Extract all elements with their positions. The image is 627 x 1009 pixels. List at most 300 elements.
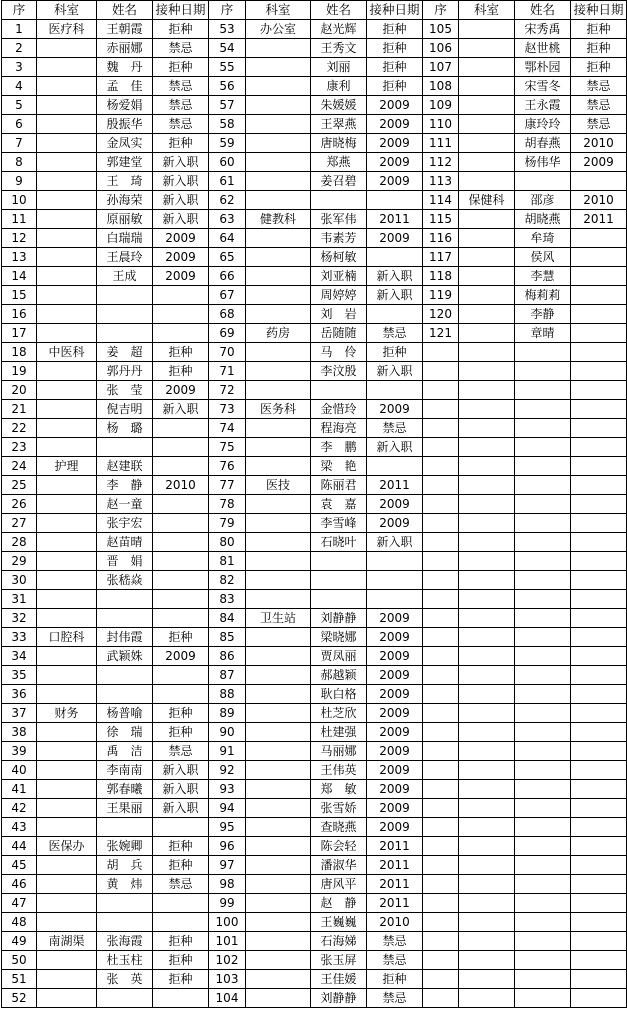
name-cell: 石海娣 <box>311 932 367 951</box>
name-cell: 白瑞瑞 <box>97 229 153 248</box>
seq-cell: 7 <box>2 134 37 153</box>
vaccination-date-cell <box>571 609 627 628</box>
seq-cell <box>423 723 459 742</box>
dept-cell <box>459 818 515 837</box>
name-cell <box>515 381 571 400</box>
column-header: 科室 <box>459 1 515 20</box>
name-cell: 赵 静 <box>311 894 367 913</box>
dept-cell <box>246 799 311 818</box>
dept-cell <box>246 533 311 552</box>
dept-cell <box>459 780 515 799</box>
dept-cell <box>246 267 311 286</box>
vaccination-date-cell <box>367 552 423 571</box>
name-cell: 赵光辉 <box>311 20 367 39</box>
dept-cell <box>37 970 97 989</box>
name-cell: 王佳媛 <box>311 970 367 989</box>
seq-cell <box>423 362 459 381</box>
seq-cell: 19 <box>2 362 37 381</box>
name-cell: 马丽娜 <box>311 742 367 761</box>
seq-cell: 47 <box>2 894 37 913</box>
name-cell: 张军伟 <box>311 210 367 229</box>
dept-cell <box>459 58 515 77</box>
vaccination-date-cell <box>571 647 627 666</box>
seq-cell: 8 <box>2 153 37 172</box>
vaccination-date-cell: 拒种 <box>367 39 423 58</box>
column-header: 接种日期 <box>153 1 209 20</box>
name-cell <box>515 476 571 495</box>
name-cell <box>97 286 153 305</box>
dept-cell <box>37 666 97 685</box>
dept-cell <box>37 799 97 818</box>
name-cell: 李 静 <box>97 476 153 495</box>
vaccination-date-cell: 禁忌 <box>367 989 423 1008</box>
seq-cell: 116 <box>423 229 459 248</box>
vaccination-date-cell: 2009 <box>367 818 423 837</box>
vaccination-date-cell <box>367 457 423 476</box>
vaccination-date-cell: 2009 <box>367 628 423 647</box>
dept-cell <box>459 115 515 134</box>
vaccination-date-cell <box>571 571 627 590</box>
vaccination-date-cell <box>571 438 627 457</box>
vaccination-date-cell <box>153 457 209 476</box>
name-cell <box>515 837 571 856</box>
vaccination-date-cell <box>571 970 627 989</box>
seq-cell: 26 <box>2 495 37 514</box>
vaccination-date-cell: 新入职 <box>367 267 423 286</box>
table-row <box>2 685 627 704</box>
vaccination-date-cell <box>571 666 627 685</box>
vaccination-date-cell: 禁忌 <box>153 96 209 115</box>
seq-cell <box>423 400 459 419</box>
name-cell: 殷振华 <box>97 115 153 134</box>
vaccination-date-cell <box>571 286 627 305</box>
dept-cell <box>246 343 311 362</box>
seq-cell: 108 <box>423 77 459 96</box>
seq-cell: 11 <box>2 210 37 229</box>
vaccination-date-cell: 2009 <box>153 229 209 248</box>
table-row <box>2 267 627 286</box>
dept-cell <box>459 229 515 248</box>
name-cell <box>515 951 571 970</box>
dept-cell <box>37 514 97 533</box>
name-cell <box>515 685 571 704</box>
table-row <box>2 856 627 875</box>
seq-cell: 119 <box>423 286 459 305</box>
seq-cell: 121 <box>423 324 459 343</box>
dept-cell <box>459 267 515 286</box>
seq-cell <box>423 685 459 704</box>
name-cell <box>311 571 367 590</box>
seq-cell <box>423 875 459 894</box>
vaccination-date-cell: 新入职 <box>153 210 209 229</box>
vaccination-date-cell: 2011 <box>571 210 627 229</box>
seq-cell: 69 <box>209 324 246 343</box>
name-cell <box>97 989 153 1008</box>
seq-cell: 24 <box>2 457 37 476</box>
seq-cell: 33 <box>2 628 37 647</box>
dept-cell <box>37 818 97 837</box>
dept-cell <box>246 229 311 248</box>
dept-cell <box>459 457 515 476</box>
seq-cell: 10 <box>2 191 37 210</box>
dept-cell <box>459 590 515 609</box>
vaccination-date-cell: 禁忌 <box>153 875 209 894</box>
table-row <box>2 970 627 989</box>
dept-cell <box>37 875 97 894</box>
vaccination-date-cell <box>571 742 627 761</box>
name-cell: 杨柯敏 <box>311 248 367 267</box>
dept-cell <box>37 96 97 115</box>
dept-cell <box>246 970 311 989</box>
table-row <box>2 495 627 514</box>
vaccination-date-cell: 2010 <box>571 134 627 153</box>
seq-cell <box>423 476 459 495</box>
dept-cell <box>459 552 515 571</box>
dept-cell <box>459 172 515 191</box>
vaccination-date-cell: 拒种 <box>571 39 627 58</box>
column-header: 接种日期 <box>571 1 627 20</box>
name-cell: 袁 嘉 <box>311 495 367 514</box>
dept-cell <box>459 799 515 818</box>
seq-cell <box>423 913 459 932</box>
vaccination-date-cell: 拒种 <box>153 951 209 970</box>
dept-cell <box>37 894 97 913</box>
dept-cell <box>37 495 97 514</box>
dept-cell <box>459 96 515 115</box>
dept-cell <box>459 609 515 628</box>
vaccination-date-cell: 2009 <box>367 666 423 685</box>
dept-cell: 医保办 <box>37 837 97 856</box>
vaccination-date-cell: 禁忌 <box>367 419 423 438</box>
vaccination-date-cell: 拒种 <box>153 343 209 362</box>
table-row <box>2 913 627 932</box>
vaccination-date-cell: 新入职 <box>153 153 209 172</box>
seq-cell: 87 <box>209 666 246 685</box>
vaccination-date-cell <box>571 400 627 419</box>
vaccination-date-cell: 2009 <box>367 685 423 704</box>
dept-cell <box>459 704 515 723</box>
dept-cell <box>246 191 311 210</box>
seq-cell: 88 <box>209 685 246 704</box>
table-row <box>2 989 627 1008</box>
name-cell: 查晓燕 <box>311 818 367 837</box>
vaccination-date-cell <box>571 590 627 609</box>
seq-cell: 9 <box>2 172 37 191</box>
name-cell: 李南南 <box>97 761 153 780</box>
seq-cell: 58 <box>209 115 246 134</box>
name-cell <box>515 362 571 381</box>
vaccination-date-cell <box>367 191 423 210</box>
name-cell: 郑 敏 <box>311 780 367 799</box>
dept-cell <box>459 419 515 438</box>
name-cell: 金凤实 <box>97 134 153 153</box>
seq-cell <box>423 837 459 856</box>
name-cell <box>97 324 153 343</box>
vaccination-date-cell: 2009 <box>367 761 423 780</box>
seq-cell <box>423 932 459 951</box>
seq-cell: 91 <box>209 742 246 761</box>
name-cell <box>515 970 571 989</box>
seq-cell: 85 <box>209 628 246 647</box>
vaccination-date-cell <box>153 989 209 1008</box>
seq-cell: 106 <box>423 39 459 58</box>
dept-cell <box>246 381 311 400</box>
name-cell: 张嵇焱 <box>97 571 153 590</box>
name-cell: 张 莹 <box>97 381 153 400</box>
table-row <box>2 951 627 970</box>
name-cell <box>515 704 571 723</box>
name-cell <box>97 894 153 913</box>
name-cell <box>97 438 153 457</box>
seq-cell: 20 <box>2 381 37 400</box>
table-row <box>2 571 627 590</box>
name-cell: 李慧 <box>515 267 571 286</box>
vaccination-date-cell: 2009 <box>153 267 209 286</box>
name-cell: 康玲玲 <box>515 115 571 134</box>
name-cell: 杜建强 <box>311 723 367 742</box>
dept-cell: 口腔科 <box>37 628 97 647</box>
dept-cell <box>37 742 97 761</box>
vaccination-date-cell <box>571 932 627 951</box>
seq-cell: 70 <box>209 343 246 362</box>
table-row <box>2 932 627 951</box>
seq-cell: 90 <box>209 723 246 742</box>
vaccination-date-cell: 新入职 <box>153 761 209 780</box>
vaccination-date-cell: 拒种 <box>153 20 209 39</box>
name-cell: 武颖姝 <box>97 647 153 666</box>
seq-cell <box>423 704 459 723</box>
name-cell <box>97 666 153 685</box>
dept-cell <box>37 609 97 628</box>
name-cell: 晋 娟 <box>97 552 153 571</box>
vaccination-date-cell: 2011 <box>367 856 423 875</box>
seq-cell <box>423 381 459 400</box>
name-cell: 赵苗晴 <box>97 533 153 552</box>
table-row <box>2 305 627 324</box>
vaccination-date-cell <box>153 552 209 571</box>
vaccination-date-cell <box>153 419 209 438</box>
vaccination-date-cell <box>571 362 627 381</box>
seq-cell <box>423 894 459 913</box>
seq-cell: 73 <box>209 400 246 419</box>
seq-cell: 31 <box>2 590 37 609</box>
dept-cell <box>37 286 97 305</box>
dept-cell <box>246 856 311 875</box>
vaccination-date-cell <box>367 305 423 324</box>
dept-cell <box>37 229 97 248</box>
name-cell <box>515 457 571 476</box>
dept-cell <box>37 780 97 799</box>
vaccination-date-cell: 禁忌 <box>571 96 627 115</box>
dept-cell <box>246 77 311 96</box>
seq-cell <box>423 951 459 970</box>
vaccination-date-cell <box>571 837 627 856</box>
name-cell: 侯风 <box>515 248 571 267</box>
vaccination-date-cell <box>153 818 209 837</box>
dept-cell <box>459 666 515 685</box>
seq-cell: 107 <box>423 58 459 77</box>
name-cell: 倪吉明 <box>97 400 153 419</box>
dept-cell <box>246 552 311 571</box>
name-cell: 马 伶 <box>311 343 367 362</box>
seq-cell: 109 <box>423 96 459 115</box>
seq-cell: 18 <box>2 343 37 362</box>
seq-cell: 95 <box>209 818 246 837</box>
name-cell: 赵世桃 <box>515 39 571 58</box>
seq-cell <box>423 666 459 685</box>
table-row <box>2 875 627 894</box>
dept-cell <box>246 514 311 533</box>
seq-cell: 60 <box>209 153 246 172</box>
name-cell: 胡 兵 <box>97 856 153 875</box>
dept-cell <box>459 324 515 343</box>
seq-cell: 82 <box>209 571 246 590</box>
vaccination-date-cell: 2009 <box>367 400 423 419</box>
table-row <box>2 723 627 742</box>
table-row <box>2 438 627 457</box>
dept-cell <box>37 571 97 590</box>
name-cell: 王永霞 <box>515 96 571 115</box>
dept-cell <box>37 533 97 552</box>
table-row <box>2 780 627 799</box>
name-cell: 梁晓娜 <box>311 628 367 647</box>
name-cell: 孙海荣 <box>97 191 153 210</box>
name-cell: 魏 丹 <box>97 58 153 77</box>
dept-cell <box>246 913 311 932</box>
seq-cell: 97 <box>209 856 246 875</box>
table-row <box>2 647 627 666</box>
vaccination-date-cell: 2009 <box>153 647 209 666</box>
dept-cell <box>37 267 97 286</box>
dept-cell <box>459 210 515 229</box>
vaccination-date-cell: 2009 <box>367 780 423 799</box>
name-cell <box>515 438 571 457</box>
vaccination-date-cell <box>153 913 209 932</box>
dept-cell: 中医科 <box>37 343 97 362</box>
seq-cell: 101 <box>209 932 246 951</box>
seq-cell: 71 <box>209 362 246 381</box>
vaccination-date-cell: 2009 <box>367 495 423 514</box>
seq-cell: 111 <box>423 134 459 153</box>
dept-cell <box>246 153 311 172</box>
table-row <box>2 704 627 723</box>
name-cell <box>97 818 153 837</box>
seq-cell: 23 <box>2 438 37 457</box>
dept-cell <box>459 476 515 495</box>
table-body <box>2 20 627 1008</box>
vaccination-date-cell: 2011 <box>367 476 423 495</box>
column-header: 序 <box>423 1 459 20</box>
dept-cell <box>37 324 97 343</box>
name-cell <box>515 780 571 799</box>
dept-cell <box>37 552 97 571</box>
name-cell: 李雪峰 <box>311 514 367 533</box>
vaccination-date-cell: 新入职 <box>153 172 209 191</box>
seq-cell <box>423 628 459 647</box>
vaccination-date-cell <box>571 723 627 742</box>
seq-cell: 6 <box>2 115 37 134</box>
seq-cell: 41 <box>2 780 37 799</box>
column-header: 姓名 <box>97 1 153 20</box>
vaccination-date-cell: 2011 <box>367 837 423 856</box>
vaccination-date-cell: 拒种 <box>153 58 209 77</box>
vaccination-date-cell: 2009 <box>367 134 423 153</box>
dept-cell <box>459 685 515 704</box>
table-row <box>2 191 627 210</box>
vaccination-date-cell: 新入职 <box>153 799 209 818</box>
vaccination-date-cell <box>571 552 627 571</box>
seq-cell <box>423 514 459 533</box>
seq-cell: 3 <box>2 58 37 77</box>
name-cell <box>311 590 367 609</box>
seq-cell: 75 <box>209 438 246 457</box>
dept-cell <box>246 723 311 742</box>
vaccination-date-cell: 2009 <box>367 514 423 533</box>
dept-cell <box>459 495 515 514</box>
dept-cell <box>246 685 311 704</box>
seq-cell: 72 <box>209 381 246 400</box>
dept-cell <box>37 989 97 1008</box>
seq-cell: 27 <box>2 514 37 533</box>
dept-cell <box>37 761 97 780</box>
dept-cell <box>246 818 311 837</box>
table-row <box>2 134 627 153</box>
dept-cell <box>459 571 515 590</box>
column-header: 序 <box>209 1 246 20</box>
vaccination-date-cell: 禁忌 <box>367 932 423 951</box>
name-cell <box>515 571 571 590</box>
vaccination-date-cell <box>571 704 627 723</box>
vaccination-date-cell: 禁忌 <box>367 951 423 970</box>
name-cell: 姜召碧 <box>311 172 367 191</box>
name-cell <box>515 419 571 438</box>
seq-cell <box>423 609 459 628</box>
vaccination-date-cell <box>571 761 627 780</box>
name-cell: 牟琦 <box>515 229 571 248</box>
seq-cell: 113 <box>423 172 459 191</box>
vaccination-date-cell: 拒种 <box>153 134 209 153</box>
seq-cell: 59 <box>209 134 246 153</box>
name-cell: 王成 <box>97 267 153 286</box>
seq-cell <box>423 799 459 818</box>
table-row <box>2 514 627 533</box>
dept-cell <box>37 438 97 457</box>
seq-cell: 1 <box>2 20 37 39</box>
name-cell: 陈丽君 <box>311 476 367 495</box>
dept-cell <box>459 989 515 1008</box>
dept-cell <box>459 932 515 951</box>
dept-cell <box>246 704 311 723</box>
dept-cell <box>37 362 97 381</box>
name-cell: 王 琦 <box>97 172 153 191</box>
seq-cell: 28 <box>2 533 37 552</box>
name-cell <box>515 400 571 419</box>
vaccination-date-cell: 2009 <box>367 172 423 191</box>
seq-cell: 38 <box>2 723 37 742</box>
vaccination-date-cell <box>153 666 209 685</box>
seq-cell <box>423 552 459 571</box>
seq-cell: 112 <box>423 153 459 172</box>
dept-cell <box>459 305 515 324</box>
name-cell <box>515 856 571 875</box>
table-row <box>2 229 627 248</box>
name-cell: 王晨玲 <box>97 248 153 267</box>
dept-cell <box>246 495 311 514</box>
dept-cell: 保健科 <box>459 191 515 210</box>
seq-cell: 66 <box>209 267 246 286</box>
dept-cell <box>37 58 97 77</box>
seq-cell: 55 <box>209 58 246 77</box>
